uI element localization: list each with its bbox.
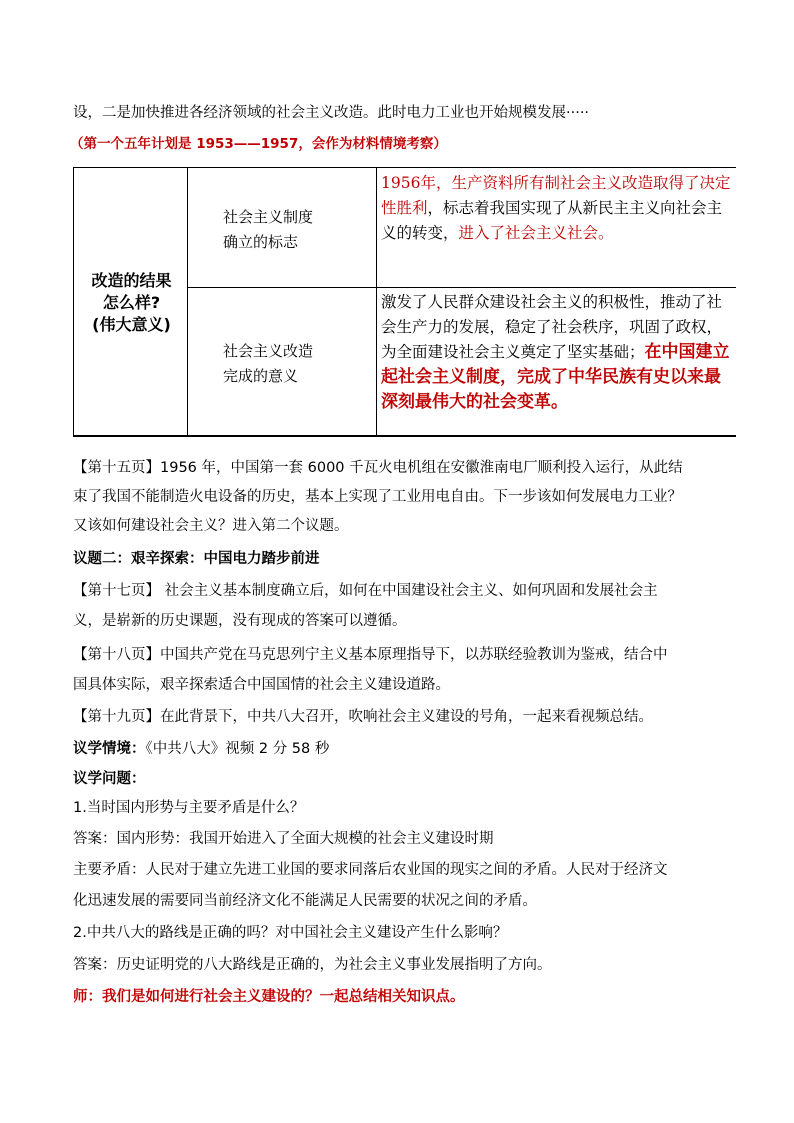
scene-line [73, 739, 733, 759]
row1-label-line-2: 确立的标志 [223, 233, 299, 251]
scene-text: 《中共八大》视频 2 分 58 秒 [145, 741, 330, 757]
p18-line-1: 【第十八页】中国共产党在马克思列宁主义基本原理指导下，以苏联经验教训为鉴戒，结合中 [73, 647, 668, 663]
table-left-title [78, 270, 185, 336]
p17-line-1: 【第十七页】 社会主义基本制度确立后，如何在中国建设社会主义、如何巩固和发展社会主 [73, 583, 658, 599]
row2-content [381, 290, 733, 415]
left-title-line-1: 改造的结果 [91, 271, 172, 290]
p18-line-2: 国具体实际，艰辛探索适合中国国情的社会主义建设道路。 [73, 677, 450, 693]
p19-line: 【第十九页】在此背景下，中共八大召开，吹响社会主义建设的号角，一起来看视频总结。 [73, 709, 653, 725]
answer-2: 答案：历史证明党的八大路线是正确的，为社会主义事业发展指明了方向。 [73, 957, 552, 973]
row1-highlight-b: 进入了社会主义社会。 [458, 224, 614, 242]
row1-text: ，标志着我国实现了从新民主主义向社会主义的转变， [381, 199, 723, 242]
left-title-line-3: (伟大意义) [92, 315, 171, 334]
row1-label-line-1: 社会主义制度 [223, 208, 314, 226]
answer-1-line-2: 主要矛盾：人民对于建立先进工业国的要求同落后农业国的现实之间的矛盾。人民对于经济文 [73, 862, 668, 878]
teacher-prompt: 师：我们是如何进行社会主义建设的？一起总结相关知识点。 [73, 989, 465, 1005]
row1-highlight-a: 1956年，生产资料所有制社会主义改造取得了决定性胜利 [381, 174, 731, 217]
p15-line-3: 又该如何建设社会主义？进入第二个议题。 [73, 518, 349, 534]
answer-1-line-1: 答案：国内形势：我国开始进入了全面大规模的社会主义建设时期 [73, 831, 494, 847]
row2-label-line-2: 完成的意义 [223, 367, 299, 385]
exam-note: （第一个五年计划是 1953——1957，会作为材料情境考察） [70, 136, 447, 152]
question-2: 2.中共八大的路线是正确的吗？对中国社会主义建设产生什么影响？ [73, 925, 508, 941]
row2-text: 激发了人民群众建设社会主义的积极性，推动了社会生产力的发展，稳定了社会秩序，巩固了政权，为全面建设社会主义奠定了坚实基础； [381, 293, 723, 361]
scene-label: 议学情境： [73, 741, 146, 757]
significance-table [73, 167, 736, 437]
p15-line-2: 束了我国不能制造火电设备的历史，基本上实现了工业用电自由。下一步该如何发展电力工业？ [73, 489, 682, 505]
topic-two-heading: 议题二：艰辛探索：中国电力踏步前进 [73, 551, 320, 567]
p15-line-1: 【第十五页】1956 年，中国第一套 6000 千瓦火电机组在安徽淮南电厂顺利投入运行，从此结 [73, 460, 683, 476]
intro-line: 设，二是加快推进各经济领域的社会主义改造。此时电力工业也开始规模发展····· [73, 105, 590, 121]
left-title-line-2: 怎么样? [102, 293, 161, 312]
row1-content [381, 171, 733, 246]
question-1: 1.当时国内形势与主要矛盾是什么？ [73, 800, 305, 816]
questions-label: 议学问题： [73, 771, 146, 787]
p17-line-2: 义，是崭新的历史课题，没有现成的答案可以遵循。 [73, 613, 407, 629]
row1-label [223, 205, 313, 255]
row2-label [223, 339, 313, 389]
row2-label-line-1: 社会主义改造 [223, 342, 314, 360]
row2-highlight: 在中国建立起社会主义制度，完成了中华民族有史以来最深刻最伟大的社会变革。 [381, 342, 730, 412]
answer-1-line-3: 化迅速发展的需要同当前经济文化不能满足人民需要的状况之间的矛盾。 [73, 893, 537, 909]
